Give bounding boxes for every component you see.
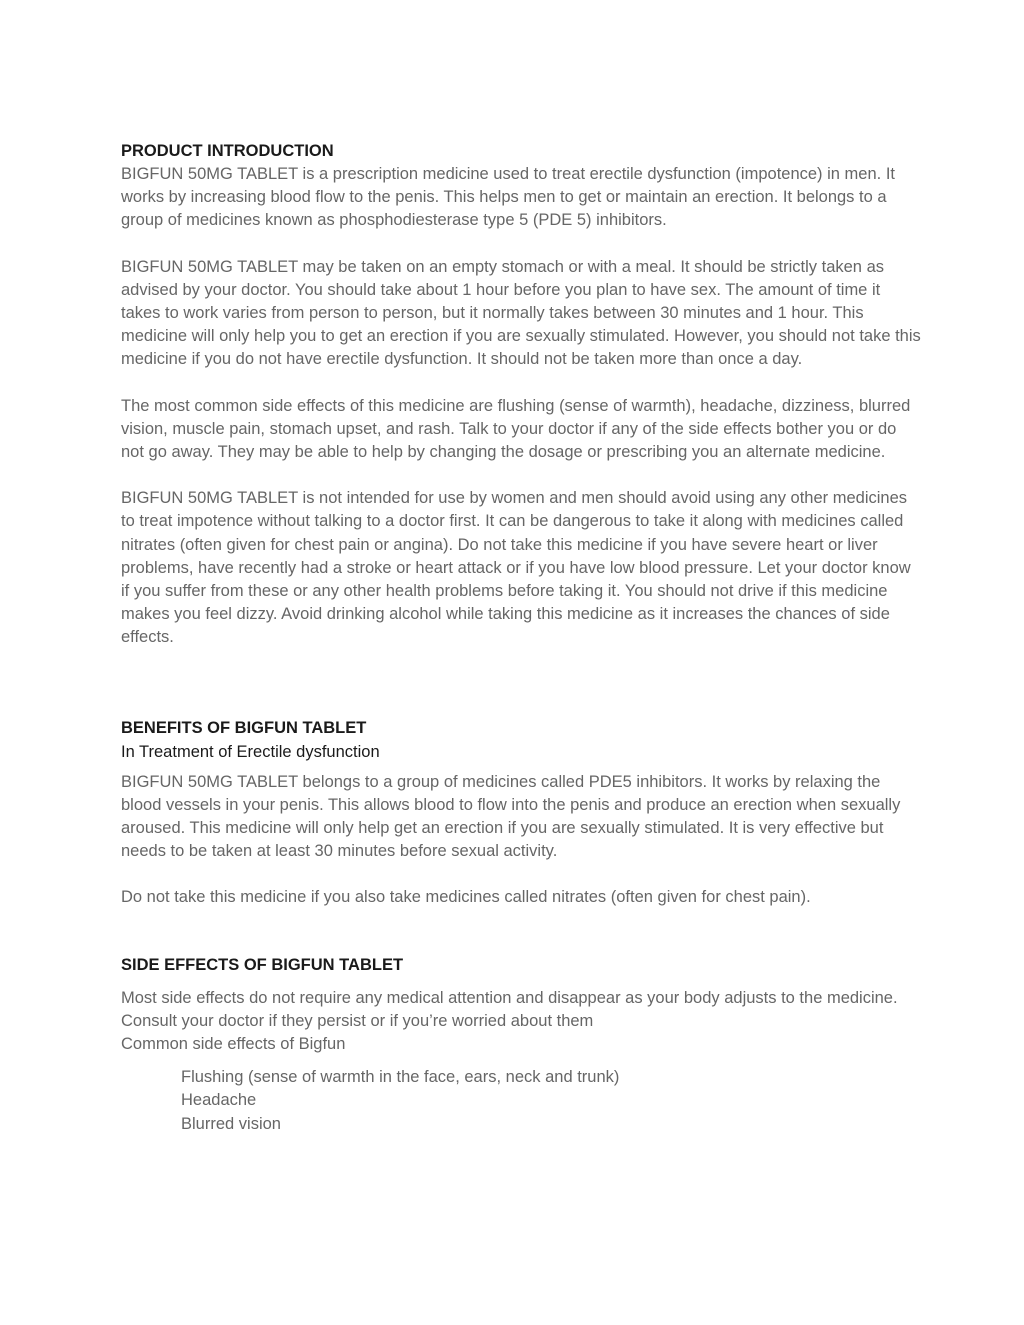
intro-paragraph-1: BIGFUN 50MG TABLET is a prescription medicine used to treat erectile dysfunction (impotence) in men. It works by increasing blood flow to the penis. This helps men to get or maintain an erection. It belongs to a group of medicines known as phosphodiesterase type 5 (PDE 5) inhibitors. (121, 165, 895, 230)
side-effects-list (121, 1066, 921, 1136)
side-effects-paragraph: Most side effects do not require any medical attention and disappear as your body adjusts to the medicine. Consult your doctor if they persist or if you’re worried about them (121, 988, 898, 1030)
side-effects-section (121, 954, 921, 1136)
product-introduction-section (121, 140, 921, 650)
benefits-heading: BENEFITS OF BIGFUN TABLET (121, 718, 367, 737)
product-introduction-heading: PRODUCT INTRODUCTION (121, 142, 334, 160)
intro-paragraph-4: BIGFUN 50MG TABLET is not intended for use by women and men should avoid using any other medicines to treat impotence without talking to a doctor first. It can be dangerous to take it along with medicines called nitrates (often given for chest pain or angina). Do not take this medicine if you have severe heart or liver problems, have recently had a stroke or heart attack or if you have low blood pressure. Let your doctor know if you suffer from these or any other health problems before taking it. You should not drive if this medicine makes you feel dizzy. Avoid drinking alcohol while taking this medicine as it increases the chances of side effects. (121, 489, 911, 647)
list-item: Blurred vision (181, 1114, 281, 1133)
benefits-paragraph-1: BIGFUN 50MG TABLET belongs to a group of medicines called PDE5 inhibitors. It works by relaxing the blood vessels in your penis. This allows blood to flow into the penis and produce an erection when sexually aroused. This medicine will only help get an erection if you are sexually stimulated. It is very effective but needs to be taken at least 30 minutes before sexual activity. (121, 772, 901, 861)
benefits-section (121, 717, 921, 910)
benefits-subheading: In Treatment of Erectile dysfunction (121, 742, 380, 761)
list-item: Headache (181, 1091, 257, 1110)
side-effects-list-intro: Common side effects of Bigfun (121, 1035, 346, 1054)
list-item: Flushing (sense of warmth in the face, ears, neck and trunk) (181, 1068, 620, 1087)
intro-paragraph-3: The most common side effects of this medicine are flushing (sense of warmth), headache, dizziness, blurred vision, muscle pain, stomach upset, and rash. Talk to your doctor if any of the side effects bother you or do not go away. They may be able to help by changing the dosage or prescribing you an alternate medicine. (121, 396, 911, 462)
document-page (121, 140, 921, 1136)
intro-paragraph-2: BIGFUN 50MG TABLET may be taken on an empty stomach or with a meal. It should be strictly taken as advised by your doctor. You should take about 1 hour before you plan to have sex. The amount of time it takes to work varies from person to person, but it normally takes between 30 minutes and 1 hour. This medicine will only help you to get an erection if you are sexually stimulated. However, you should not take this medicine if you do not have erectile dysfunction. It should not be taken more than once a day. (121, 257, 921, 369)
benefits-paragraph-2: Do not take this medicine if you also take medicines called nitrates (often given for chest pain). (121, 888, 811, 907)
side-effects-heading: SIDE EFFECTS OF BIGFUN TABLET (121, 955, 404, 974)
